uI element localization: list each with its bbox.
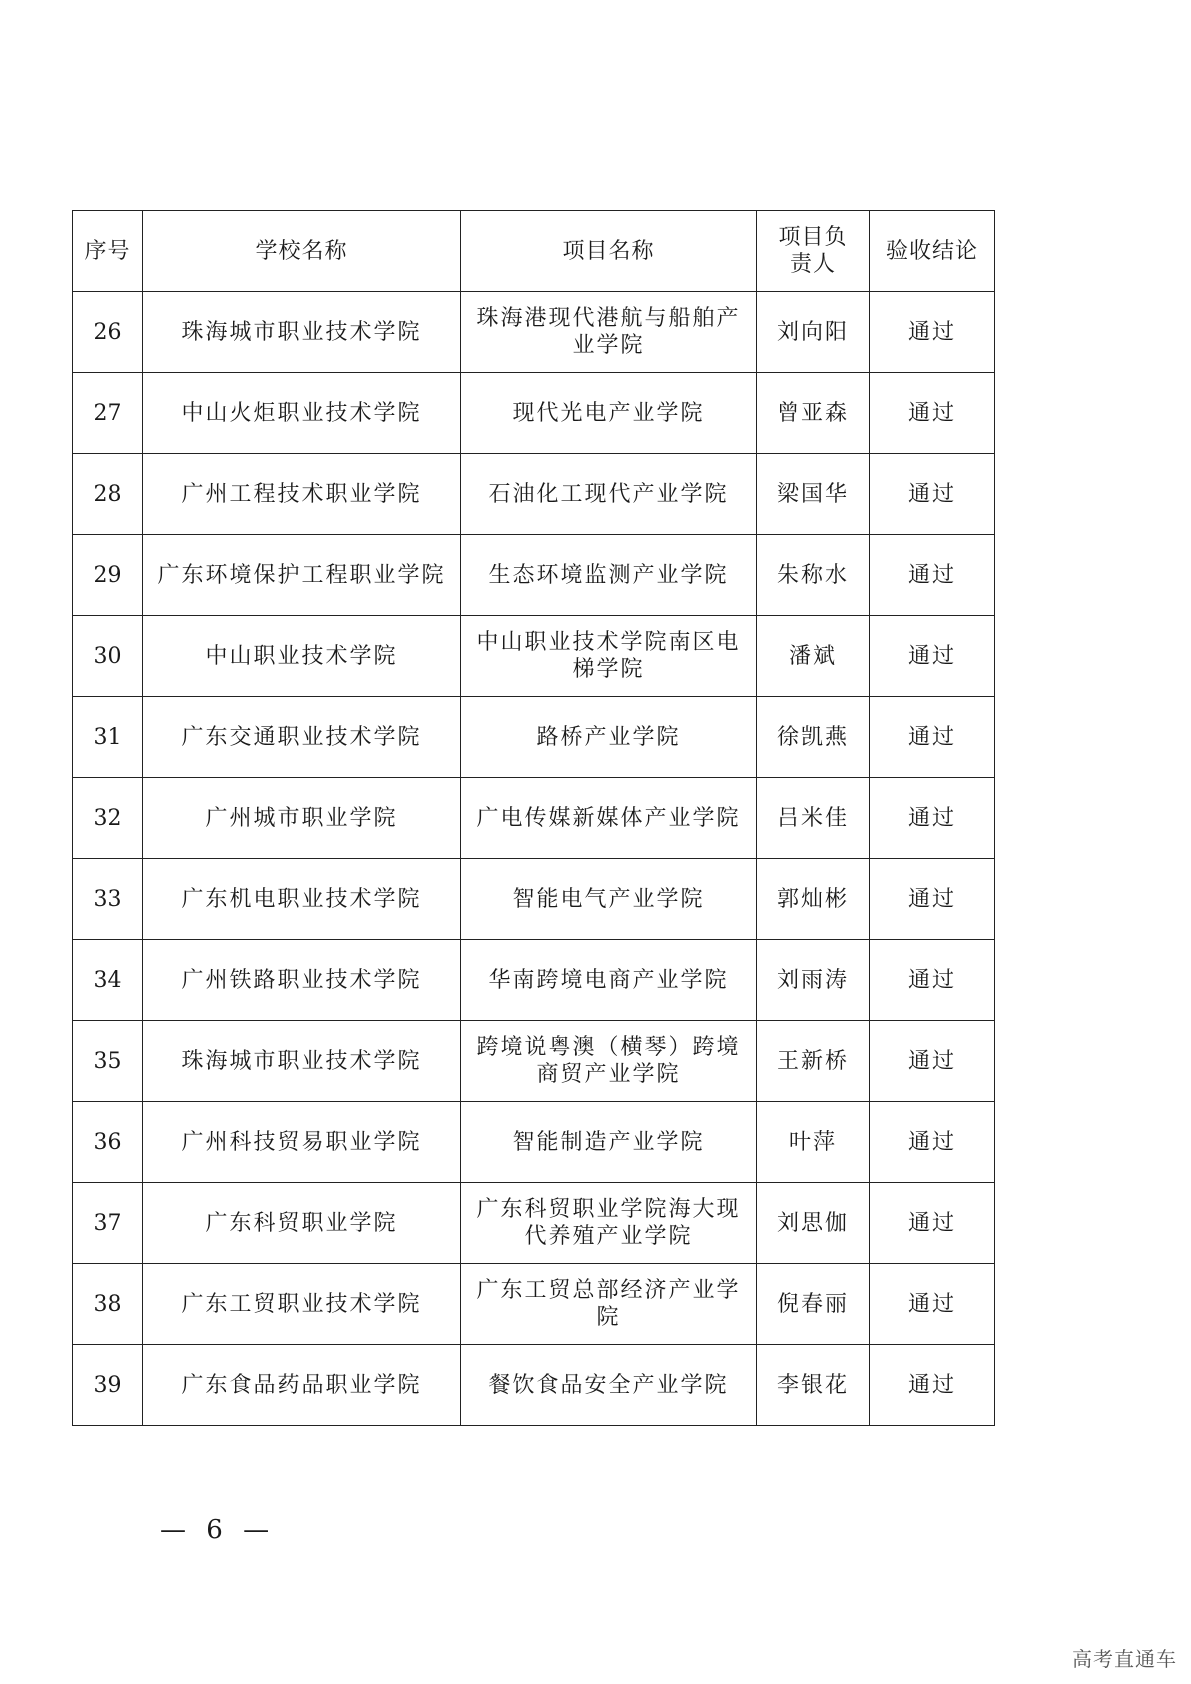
cell-school: 广州城市职业学院 bbox=[143, 778, 461, 859]
cell-result: 通过 bbox=[870, 292, 995, 373]
cell-no: 30 bbox=[73, 616, 143, 697]
cell-project: 珠海港现代港航与船舶产业学院 bbox=[461, 292, 757, 373]
table-row bbox=[73, 292, 995, 373]
cell-no: 26 bbox=[73, 292, 143, 373]
cell-project: 跨境说粤澳（横琴）跨境商贸产业学院 bbox=[461, 1021, 757, 1102]
cell-leader: 叶萍 bbox=[757, 1102, 870, 1183]
cell-project: 石油化工现代产业学院 bbox=[461, 454, 757, 535]
header-project: 项目名称 bbox=[461, 211, 757, 292]
cell-school: 广东机电职业技术学院 bbox=[143, 859, 461, 940]
table-row bbox=[73, 616, 995, 697]
watermark-text: 高考直通车 bbox=[1072, 1647, 1177, 1671]
cell-no: 27 bbox=[73, 373, 143, 454]
cell-leader: 朱称水 bbox=[757, 535, 870, 616]
cell-project: 餐饮食品安全产业学院 bbox=[461, 1345, 757, 1426]
table-row bbox=[73, 697, 995, 778]
cell-school: 广州铁路职业技术学院 bbox=[143, 940, 461, 1021]
header-leader bbox=[757, 211, 870, 292]
cell-no: 39 bbox=[73, 1345, 143, 1426]
cell-result: 通过 bbox=[870, 778, 995, 859]
cell-result: 通过 bbox=[870, 940, 995, 1021]
cell-leader: 李银花 bbox=[757, 1345, 870, 1426]
cell-no: 28 bbox=[73, 454, 143, 535]
cell-result: 通过 bbox=[870, 373, 995, 454]
cell-school: 中山职业技术学院 bbox=[143, 616, 461, 697]
cell-school: 广州科技贸易职业学院 bbox=[143, 1102, 461, 1183]
cell-result: 通过 bbox=[870, 1021, 995, 1102]
table-row bbox=[73, 454, 995, 535]
cell-result: 通过 bbox=[870, 1264, 995, 1345]
header-school: 学校名称 bbox=[143, 211, 461, 292]
cell-project: 华南跨境电商产业学院 bbox=[461, 940, 757, 1021]
cell-leader: 郭灿彬 bbox=[757, 859, 870, 940]
cell-project: 路桥产业学院 bbox=[461, 697, 757, 778]
table-row bbox=[73, 778, 995, 859]
cell-school: 广东交通职业技术学院 bbox=[143, 697, 461, 778]
cell-no: 29 bbox=[73, 535, 143, 616]
header-no: 序号 bbox=[73, 211, 143, 292]
cell-school: 中山火炬职业技术学院 bbox=[143, 373, 461, 454]
cell-result: 通过 bbox=[870, 697, 995, 778]
cell-no: 32 bbox=[73, 778, 143, 859]
cell-no: 36 bbox=[73, 1102, 143, 1183]
table-row bbox=[73, 940, 995, 1021]
table-row bbox=[73, 1345, 995, 1426]
cell-no: 38 bbox=[73, 1264, 143, 1345]
cell-no: 37 bbox=[73, 1183, 143, 1264]
cell-school: 广东科贸职业学院 bbox=[143, 1183, 461, 1264]
header-result: 验收结论 bbox=[870, 211, 995, 292]
cell-leader: 徐凯燕 bbox=[757, 697, 870, 778]
cell-leader: 梁国华 bbox=[757, 454, 870, 535]
table-body bbox=[73, 292, 995, 1426]
table-row bbox=[73, 1183, 995, 1264]
cell-no: 31 bbox=[73, 697, 143, 778]
cell-project: 中山职业技术学院南区电梯学院 bbox=[461, 616, 757, 697]
cell-leader: 曾亚森 bbox=[757, 373, 870, 454]
cell-school: 广东工贸职业技术学院 bbox=[143, 1264, 461, 1345]
cell-leader: 王新桥 bbox=[757, 1021, 870, 1102]
cell-school: 广州工程技术职业学院 bbox=[143, 454, 461, 535]
cell-project: 现代光电产业学院 bbox=[461, 373, 757, 454]
cell-school: 珠海城市职业技术学院 bbox=[143, 292, 461, 373]
cell-school: 广东食品药品职业学院 bbox=[143, 1345, 461, 1426]
cell-no: 33 bbox=[73, 859, 143, 940]
cell-leader: 吕米佳 bbox=[757, 778, 870, 859]
header-leader-line2: 责人 bbox=[789, 252, 836, 277]
cell-project: 生态环境监测产业学院 bbox=[461, 535, 757, 616]
table-row bbox=[73, 535, 995, 616]
table-header-row bbox=[73, 211, 995, 292]
cell-result: 通过 bbox=[870, 1183, 995, 1264]
cell-project: 智能制造产业学院 bbox=[461, 1102, 757, 1183]
cell-school: 珠海城市职业技术学院 bbox=[143, 1021, 461, 1102]
cell-result: 通过 bbox=[870, 1345, 995, 1426]
cell-leader: 潘斌 bbox=[757, 616, 870, 697]
header-leader-line1: 项目负 bbox=[778, 225, 848, 250]
cell-project: 广电传媒新媒体产业学院 bbox=[461, 778, 757, 859]
cell-result: 通过 bbox=[870, 535, 995, 616]
table-row bbox=[73, 1264, 995, 1345]
table-row bbox=[73, 373, 995, 454]
cell-leader: 刘思伽 bbox=[757, 1183, 870, 1264]
table-row bbox=[73, 1021, 995, 1102]
acceptance-results-table bbox=[72, 210, 995, 1426]
cell-result: 通过 bbox=[870, 454, 995, 535]
table-row bbox=[73, 1102, 995, 1183]
cell-no: 34 bbox=[73, 940, 143, 1021]
cell-result: 通过 bbox=[870, 859, 995, 940]
cell-school: 广东环境保护工程职业学院 bbox=[143, 535, 461, 616]
cell-no: 35 bbox=[73, 1021, 143, 1102]
table-row bbox=[73, 859, 995, 940]
cell-project: 广东科贸职业学院海大现代养殖产业学院 bbox=[461, 1183, 757, 1264]
cell-result: 通过 bbox=[870, 1102, 995, 1183]
page-number: — 6 — bbox=[160, 1515, 276, 1545]
cell-leader: 刘向阳 bbox=[757, 292, 870, 373]
cell-project: 智能电气产业学院 bbox=[461, 859, 757, 940]
cell-result: 通过 bbox=[870, 616, 995, 697]
cell-leader: 倪春丽 bbox=[757, 1264, 870, 1345]
cell-project: 广东工贸总部经济产业学院 bbox=[461, 1264, 757, 1345]
cell-leader: 刘雨涛 bbox=[757, 940, 870, 1021]
